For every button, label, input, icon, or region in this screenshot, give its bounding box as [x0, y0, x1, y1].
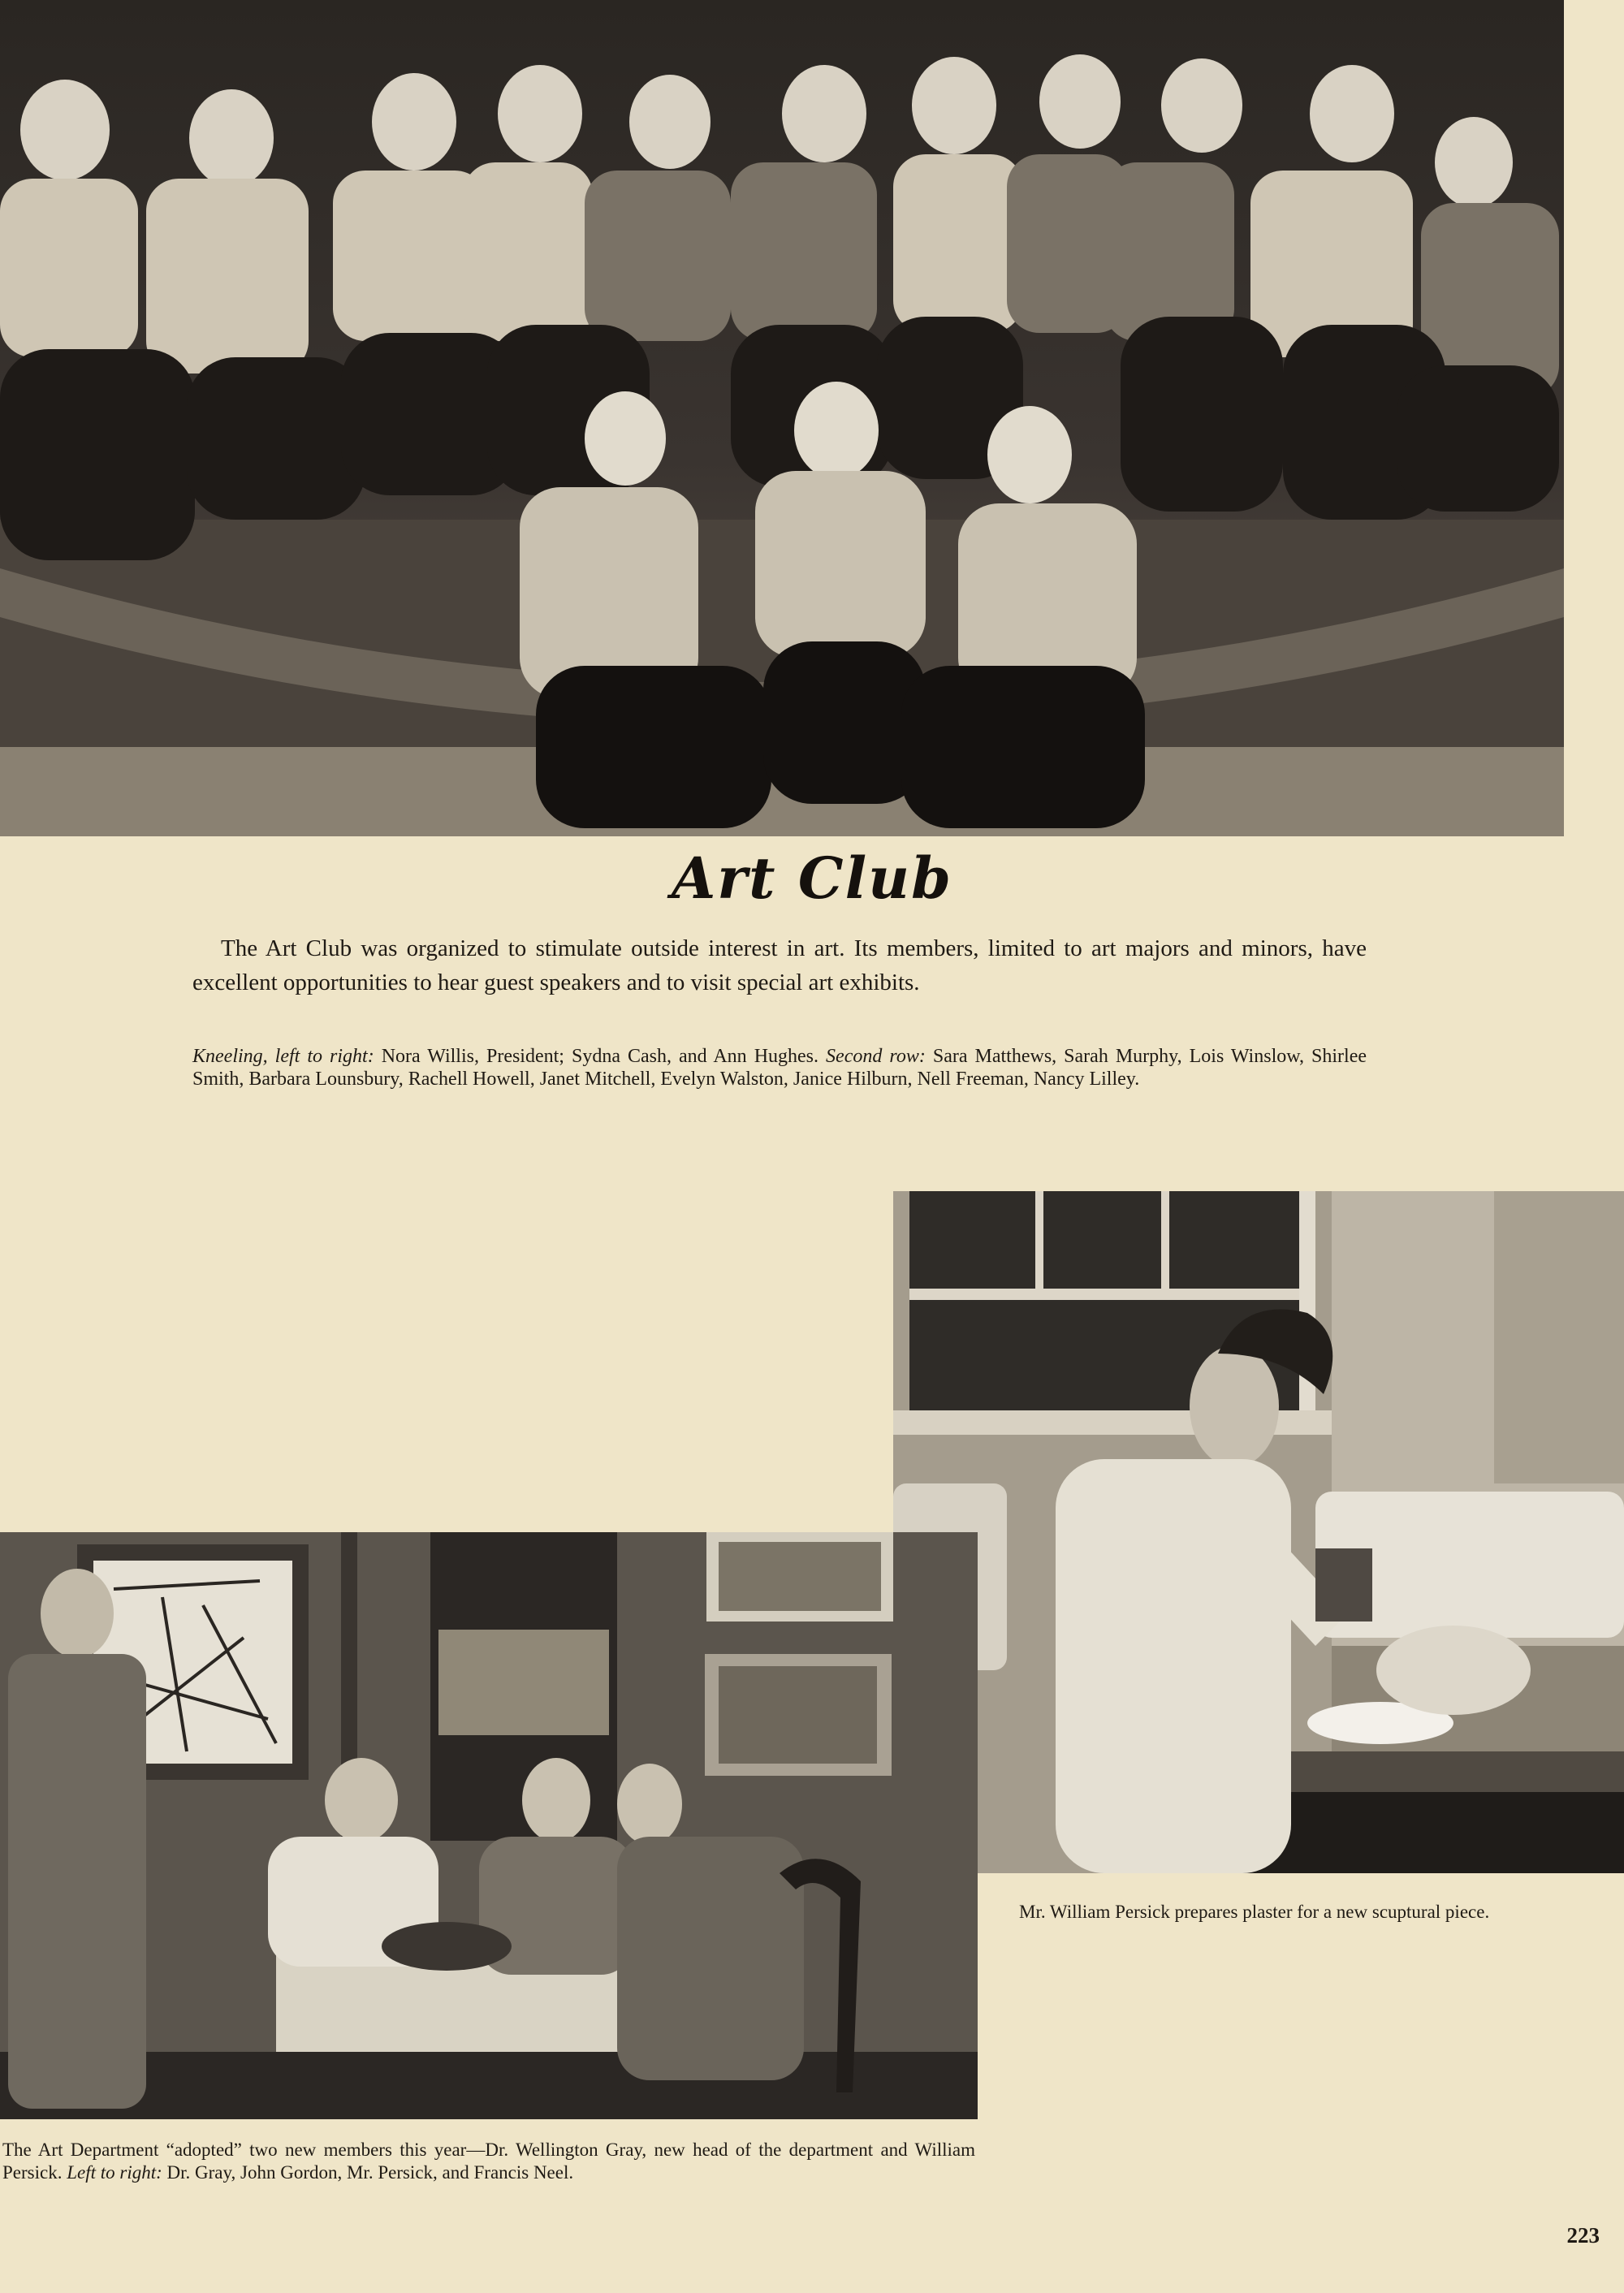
department-photo-image: [0, 1532, 978, 2119]
kneeling-label: Kneeling, left to right:: [192, 1046, 374, 1067]
kneeling-names: Nora Willis, President; Sydna Cash, and Ann Hughes.: [381, 1046, 819, 1067]
members-caption: [192, 1045, 1367, 1090]
department-caption-label: Left to right:: [67, 2162, 162, 2183]
department-caption: [2, 2139, 975, 2184]
club-description: The Art Club was organized to stimulate outside interest in art. Its members, limited to art majors and minors, have excellent opportunities to hear guest speakers and to visit special art exhibits.: [192, 935, 1367, 995]
second-row-names: Sara Matthews, Sarah Murphy, Lois Winslow, Shirlee Smith, Barbara Lounsbury, Rachell Howell, Janet Mitchell, Evelyn Walston, Janice Hilburn, Nell Freeman, Nancy Lilley.: [192, 1046, 1367, 1090]
second-row-label: Second row:: [826, 1046, 926, 1067]
plaster-caption: Mr. William Persick prepares plaster for a new scuptural piece.: [1019, 1902, 1490, 1922]
section-heading: Art Club: [671, 844, 953, 912]
group-photo-image: [0, 0, 1564, 836]
plaster-photo: [893, 1191, 1624, 1873]
page-number: 223: [1566, 2223, 1600, 2248]
art-club-group-photo: [0, 0, 1564, 836]
department-caption-text: The Art Department “adopted” two new members this year—Dr. Wellington Gray, new head of the department and William Persick.: [2, 2140, 975, 2183]
art-department-photo: [0, 1532, 978, 2119]
plaster-photo-image: [893, 1191, 1624, 1873]
department-caption-names: Dr. Gray, John Gordon, Mr. Persick, and Francis Neel.: [166, 2162, 574, 2183]
